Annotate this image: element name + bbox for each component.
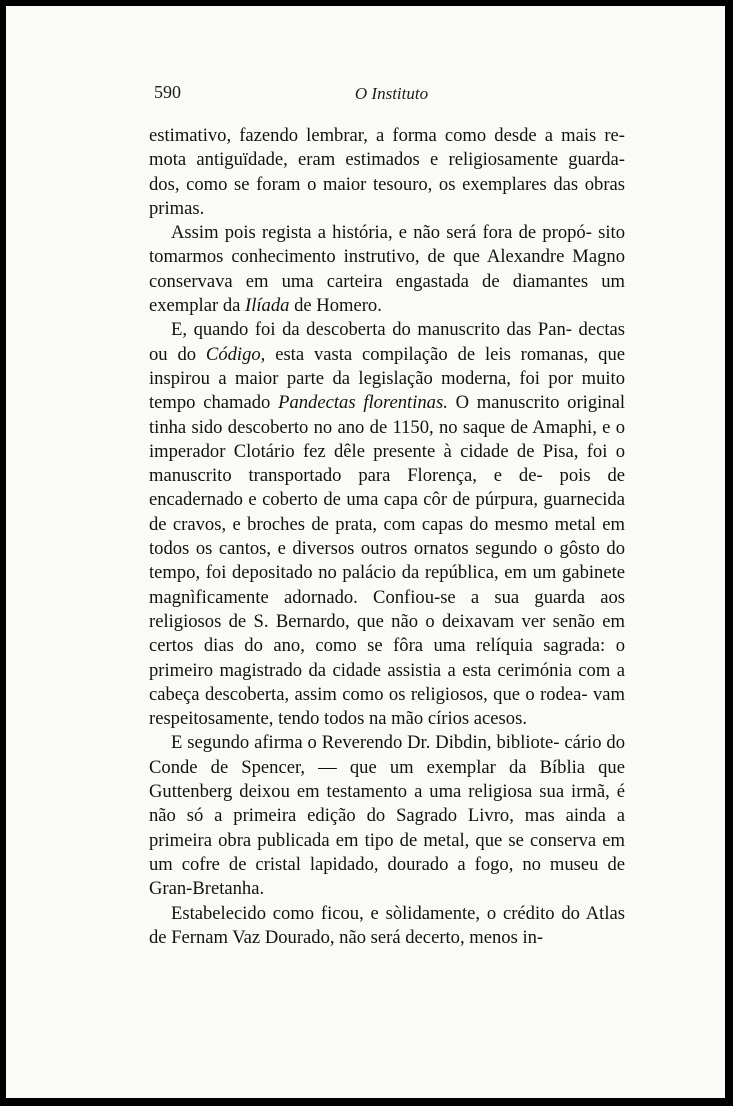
body-text — [149, 124, 625, 950]
italic-title-pandectas: Pandectas florentinas. — [278, 392, 448, 414]
page-sheet — [6, 6, 725, 1098]
page-header — [154, 82, 629, 108]
paragraph-text: esta vasta compilação de leis romanas, que inspirou a maior parte da legislação moderna, foi por muito tempo chamado — [149, 343, 626, 414]
paragraph-text: estimativo, fazendo lembrar, a forma como desde a mais re- mota antiguïdade, eram estimados e religiosamente guarda- dos, como se foram o maior tesouro, os exemplares das obras primas. — [149, 125, 625, 219]
paragraph-text: E, quando foi da descoberta do manuscrito das Pan- dectas ou do — [149, 319, 625, 365]
italic-title-iliada: Ilíada — [245, 295, 290, 317]
paragraph-text: E segundo afirma o Reverendo Dr. Dibdin, bibliote- cário do Conde de Spencer, — que um exemplar da Bíblia que Guttenberg deixou em testamento a uma religiosa sua irmã, é não só a primeira edição do Sagrado Livro, mas ainda a primeira obra publicada em tipo de metal, que se conserva em um cofre de cristal lapidado, dourado a fogo, no museu de Gran-Bretanha. — [149, 732, 625, 900]
paragraph-5 — [149, 902, 625, 951]
paragraph-text: Assim pois regista a história, e não será fora de propó- sito tomarmos conhecimento instrutivo, de que Alexandre Magno conservava em uma carteira engastada de diamantes um exemplar da — [149, 222, 625, 317]
paragraph-text: O manuscrito original tinha sido descoberto no ano de 1150, no saque de Amaphi, e o imperador Clotário fez dêle presente à cidade de Pisa, foi o manuscrito transportado para Florença, e de- pois de encadernado e coberto de uma capa côr de púrpura, guarnecida de cravos, e broches de prata, com capas do mesmo metal em todos os cantos, e diversos outros ornatos segundo o gôsto do tempo, foi depositado no palácio da república, em um gabinete magnìficamente adornado. Confiou-se a sua guarda aos religiosos de S. Bernardo, que não o deixavam ver senão em certos dias do ano, como se fôra uma relíquia sagrada: o primeiro magistrado da cidade assistia a esta cerimónia com a cabeça descoberta, assim como os religiosos, que o rodea- vam respeitosamente, tendo todos na mão círios acesos. — [149, 392, 626, 730]
paragraph-text: de Homero. — [289, 295, 382, 317]
paragraph-2 — [149, 221, 625, 318]
paragraph-3 — [149, 318, 625, 731]
paragraph-text: Estabelecido como ficou, e sòlidamente, o crédito do Atlas de Fernam Vaz Dourado, não será decerto, menos in- — [149, 902, 625, 948]
paragraph-1 — [149, 124, 625, 221]
paragraph-4 — [149, 731, 625, 901]
italic-title-codigo: Código, — [205, 343, 266, 365]
running-title: O Instituto — [354, 84, 429, 103]
page-number: 590 — [154, 82, 181, 102]
